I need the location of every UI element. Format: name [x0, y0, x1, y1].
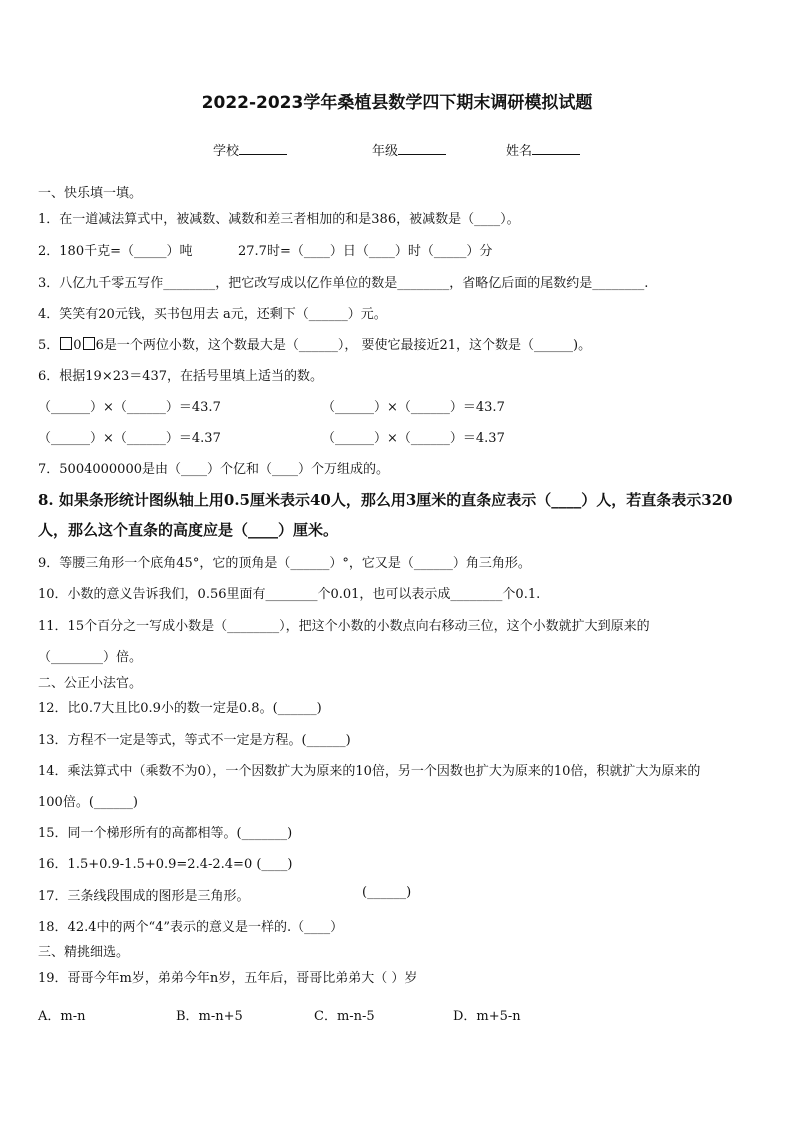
- grade-label: 年级: [372, 144, 399, 159]
- question-6-row1-left: （______）×（______）＝43.7: [38, 400, 221, 415]
- question-5-text: 6是一个两位小数，这个数最大是（______）， 要使它最接近21，这个数是（______)。: [95, 338, 592, 353]
- section-heading: 三、精挑细选。: [38, 945, 130, 960]
- name-field: [506, 140, 580, 159]
- name-blank: [532, 142, 580, 155]
- section-heading: 一、快乐填一填。: [38, 186, 143, 201]
- question-6: 6．根据19×23＝437，在括号里填上适当的数。: [38, 369, 324, 384]
- question-6-row1-right: （______）×（______）＝43.7: [322, 400, 505, 415]
- name-label: 姓名: [506, 144, 533, 159]
- option-b: B．m-n+5: [176, 1009, 243, 1024]
- question-1: 1．在一道减法算式中，被减数、减数和差三者相加的和是386，被减数是（____）。: [38, 212, 520, 227]
- question-8-line2: 人，那么这个直条的高度应是（____）厘米。: [38, 521, 339, 539]
- question-18: 18．42.4中的两个“4”表示的意义是一样的.（____）: [38, 920, 344, 935]
- question-4: 4．笑笑有20元钱，买书包用去 a元，还剩下（______）元。: [38, 307, 387, 322]
- question-11-line1: 11．15个百分之一写成小数是（________），把这个小数的小数点向右移动三位，这个小数就扩大到原来的: [38, 619, 650, 634]
- blank-box-icon: [83, 337, 95, 350]
- question-2a: 2．180千克=（_____）吨: [38, 244, 193, 259]
- question-6-row2-right: （______）×（______）＝4.37: [322, 431, 505, 446]
- page-title: 2022-2023学年桑植县数学四下期末调研模拟试题: [201, 93, 593, 113]
- blank-box-icon: [60, 337, 72, 350]
- question-17: 17．三条线段围成的图形是三角形。: [38, 889, 250, 904]
- question-3: 3．八亿九千零五写作________，把它改写成以亿作单位的数是________，省略亿后面的尾数约是________.: [38, 276, 649, 291]
- question-17-answer-blank: (______): [362, 885, 412, 900]
- school-field: [213, 140, 287, 159]
- grade-field: [372, 140, 446, 159]
- question-8-line1: 8. 如果条形统计图纵轴上用0.5厘米表示40人，那么用3厘米的直条应表示（____）人，若直条表示320: [38, 491, 733, 509]
- question-15: 15．同一个梯形所有的高都相等。(_______): [38, 826, 293, 841]
- section-heading: 二、公正小法官。: [38, 676, 143, 691]
- question-5: [38, 334, 591, 353]
- question-14-line1: 14．乘法算式中（乘数不为0），一个因数扩大为原来的10倍，另一个因数也扩大为原来的10倍，积就扩大为原来的: [38, 764, 701, 779]
- question-14-line2: 100倍。(______): [38, 795, 138, 810]
- question-6-row2-left: （______）×（______）＝4.37: [38, 431, 221, 446]
- option-d: D．m+5-n: [453, 1009, 521, 1024]
- school-blank: [239, 142, 287, 155]
- option-a: A．m-n: [38, 1009, 86, 1024]
- question-11-line2: （________）倍。: [38, 650, 143, 665]
- question-12: 12．比0.7大且比0.9小的数一定是0.8。(______): [38, 701, 322, 716]
- question-5-number: 5．: [38, 338, 60, 353]
- school-label: 学校: [213, 144, 240, 159]
- question-5-digit: 0: [73, 338, 82, 353]
- question-7: 7．5004000000是由（____）个亿和（____）个万组成的。: [38, 462, 389, 477]
- question-13: 13．方程不一定是等式，等式不一定是方程。(______): [38, 733, 351, 748]
- grade-blank: [398, 142, 446, 155]
- question-16: 16．1.5+0.9-1.5+0.9=2.4-2.4=0 (____): [38, 857, 293, 872]
- question-2b: 27.7时=（____）日（____）时（_____）分: [238, 244, 493, 259]
- question-9: 9．等腰三角形一个底角45°，它的顶角是（______）°，它又是（______）角三角形。: [38, 556, 531, 571]
- question-10: 10．小数的意义告诉我们，0.56里面有________个0.01，也可以表示成________个0.1.: [38, 587, 541, 602]
- option-c: C．m-n-5: [314, 1009, 375, 1024]
- question-19: 19．哥哥今年m岁，弟弟今年n岁，五年后，哥哥比弟弟大（ ）岁: [38, 971, 418, 986]
